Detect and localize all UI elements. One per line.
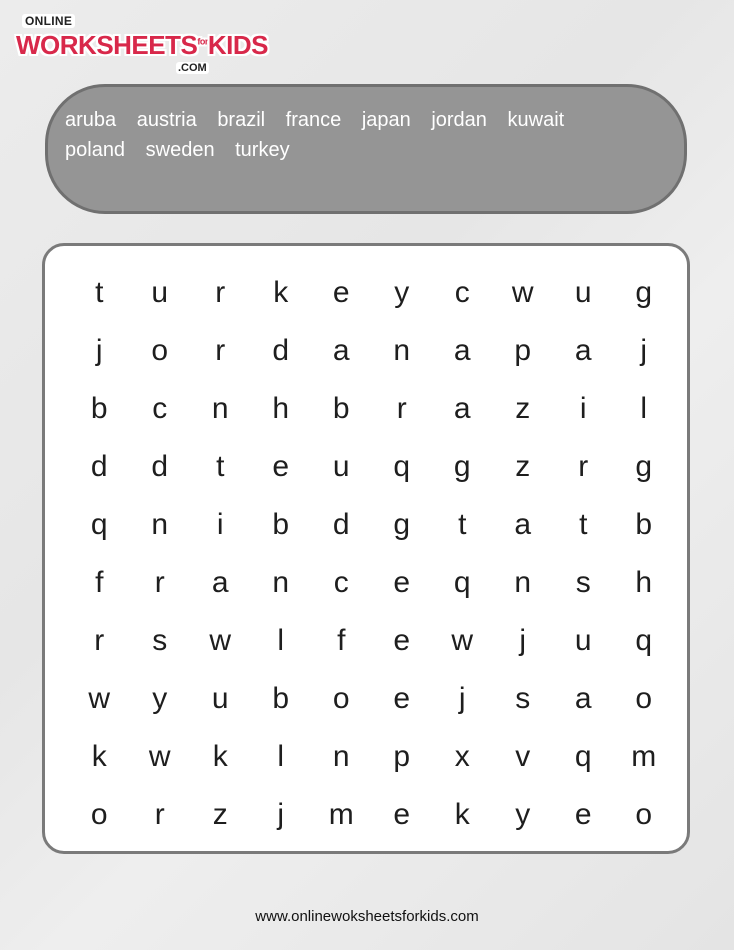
grid-cell[interactable]: z: [212, 798, 228, 831]
grid-cell[interactable]: c: [152, 392, 168, 425]
logo-kids: KIDS: [207, 30, 268, 60]
grid-cell[interactable]: a: [514, 508, 532, 541]
grid-cell[interactable]: w: [148, 740, 171, 773]
grid-cell[interactable]: a: [574, 334, 592, 367]
grid-cell[interactable]: c: [333, 566, 349, 599]
grid-cell[interactable]: r: [215, 334, 226, 367]
grid-cell[interactable]: o: [90, 798, 108, 831]
grid-cell[interactable]: w: [88, 682, 111, 715]
word-item: brazil: [217, 109, 266, 131]
grid-cell[interactable]: b: [635, 508, 653, 541]
word-search-grid: [69, 264, 674, 844]
grid-cell[interactable]: w: [209, 624, 232, 657]
grid-cell[interactable]: l: [640, 392, 648, 425]
grid-cell[interactable]: r: [154, 798, 165, 831]
word-search-grid-container: [42, 243, 690, 854]
word-item: jordan: [431, 109, 487, 131]
site-logo: [14, 10, 268, 76]
grid-cell[interactable]: k: [273, 276, 289, 309]
grid-cell[interactable]: w: [511, 276, 534, 309]
grid-cell[interactable]: g: [453, 450, 471, 483]
grid-cell[interactable]: e: [574, 798, 592, 831]
grid-cell[interactable]: u: [151, 276, 169, 309]
grid-cell[interactable]: n: [211, 392, 229, 425]
grid-cell[interactable]: p: [393, 740, 411, 773]
grid-cell[interactable]: u: [574, 276, 592, 309]
logo-com-text: .COM: [178, 62, 207, 74]
grid-cell[interactable]: r: [215, 276, 226, 309]
grid-cell[interactable]: j: [640, 334, 648, 367]
grid-cell[interactable]: j: [458, 682, 466, 715]
grid-cell[interactable]: g: [635, 450, 653, 483]
grid-cell[interactable]: r: [94, 624, 105, 657]
grid-cell[interactable]: c: [454, 276, 470, 309]
footer-url: www.onlinewoksheetsforkids.com: [255, 908, 479, 925]
grid-cell[interactable]: q: [90, 508, 108, 541]
grid-cell[interactable]: i: [579, 392, 587, 425]
grid-cell[interactable]: y: [152, 682, 168, 715]
grid-cell[interactable]: e: [393, 798, 411, 831]
word-list: [65, 105, 625, 165]
grid-cell[interactable]: q: [453, 566, 471, 599]
grid-cell[interactable]: f: [337, 624, 346, 657]
grid-cell[interactable]: a: [453, 334, 471, 367]
logo-for: for: [197, 36, 208, 47]
grid-cell[interactable]: u: [211, 682, 229, 715]
grid-cell[interactable]: g: [635, 276, 653, 309]
grid-cell[interactable]: k: [212, 740, 228, 773]
grid-cell[interactable]: l: [277, 624, 285, 657]
grid-cell[interactable]: d: [90, 450, 108, 483]
grid-cell[interactable]: w: [451, 624, 474, 657]
grid-cell[interactable]: n: [393, 334, 411, 367]
grid-cell[interactable]: z: [515, 392, 531, 425]
grid-cell[interactable]: p: [514, 334, 532, 367]
grid-cell[interactable]: b: [90, 392, 108, 425]
grid-cell[interactable]: x: [454, 740, 470, 773]
grid-cell[interactable]: t: [216, 450, 225, 483]
grid-cell[interactable]: e: [332, 276, 350, 309]
grid-cell[interactable]: e: [393, 624, 411, 657]
word-item: sweden: [145, 139, 215, 161]
grid-cell[interactable]: u: [574, 624, 592, 657]
grid-cell[interactable]: m: [328, 798, 354, 831]
grid-cell[interactable]: j: [95, 334, 103, 367]
grid-cell[interactable]: n: [151, 508, 169, 541]
grid-cell[interactable]: r: [154, 566, 165, 599]
grid-cell[interactable]: h: [635, 566, 653, 599]
grid-cell[interactable]: n: [332, 740, 350, 773]
grid-cell[interactable]: u: [332, 450, 350, 483]
grid-cell[interactable]: z: [515, 450, 531, 483]
grid-cell[interactable]: t: [579, 508, 588, 541]
word-bank: [45, 84, 687, 214]
logo-brand-text: [16, 30, 268, 61]
grid-cell[interactable]: n: [514, 566, 532, 599]
grid-cell[interactable]: b: [332, 392, 350, 425]
grid-cell[interactable]: j: [519, 624, 527, 657]
grid-cell[interactable]: o: [635, 798, 653, 831]
grid-cell[interactable]: l: [277, 740, 285, 773]
grid-cell[interactable]: o: [151, 334, 169, 367]
grid-cell[interactable]: r: [396, 392, 407, 425]
grid-cell[interactable]: q: [393, 450, 411, 483]
logo-worksheets: WORKSHEETS: [16, 30, 198, 60]
grid-cell[interactable]: j: [277, 798, 285, 831]
grid-cell[interactable]: k: [91, 740, 107, 773]
grid-cell[interactable]: s: [152, 624, 168, 657]
grid-cell[interactable]: d: [332, 508, 350, 541]
grid-cell[interactable]: e: [393, 682, 411, 715]
grid-cell[interactable]: v: [515, 740, 531, 773]
grid-cell[interactable]: m: [631, 740, 657, 773]
grid-cell[interactable]: b: [272, 508, 290, 541]
grid-cell[interactable]: b: [272, 682, 290, 715]
grid-cell[interactable]: f: [95, 566, 104, 599]
grid-cell[interactable]: q: [574, 740, 592, 773]
word-item: austria: [136, 109, 197, 131]
logo-online-text: ONLINE: [22, 14, 75, 28]
word-item: aruba: [65, 109, 117, 131]
grid-cell[interactable]: h: [272, 392, 290, 425]
grid-cell[interactable]: a: [332, 334, 350, 367]
grid-cell[interactable]: t: [458, 508, 467, 541]
grid-cell[interactable]: d: [272, 334, 290, 367]
grid-cell[interactable]: k: [454, 798, 470, 831]
grid-cell[interactable]: g: [393, 508, 411, 541]
grid-cell[interactable]: a: [574, 682, 592, 715]
grid-cell[interactable]: o: [635, 682, 653, 715]
grid-cell[interactable]: d: [151, 450, 169, 483]
grid-cell[interactable]: a: [211, 566, 229, 599]
word-item: poland: [65, 139, 126, 161]
grid-cell[interactable]: y: [394, 276, 410, 309]
grid-cell[interactable]: t: [95, 276, 104, 309]
grid-cell[interactable]: e: [272, 450, 290, 483]
grid-cell[interactable]: i: [216, 508, 224, 541]
grid-cell[interactable]: s: [575, 566, 591, 599]
word-item: turkey: [235, 139, 290, 161]
grid-cell[interactable]: n: [272, 566, 290, 599]
word-item: kuwait: [507, 109, 565, 131]
grid-cell[interactable]: r: [578, 450, 589, 483]
grid-cell[interactable]: s: [515, 682, 531, 715]
grid-cell[interactable]: e: [393, 566, 411, 599]
grid-cell[interactable]: a: [453, 392, 471, 425]
grid-cell[interactable]: y: [515, 798, 531, 831]
word-item: japan: [361, 109, 411, 131]
grid-cell[interactable]: o: [332, 682, 350, 715]
word-item: france: [285, 109, 342, 131]
grid-cell[interactable]: q: [635, 624, 653, 657]
